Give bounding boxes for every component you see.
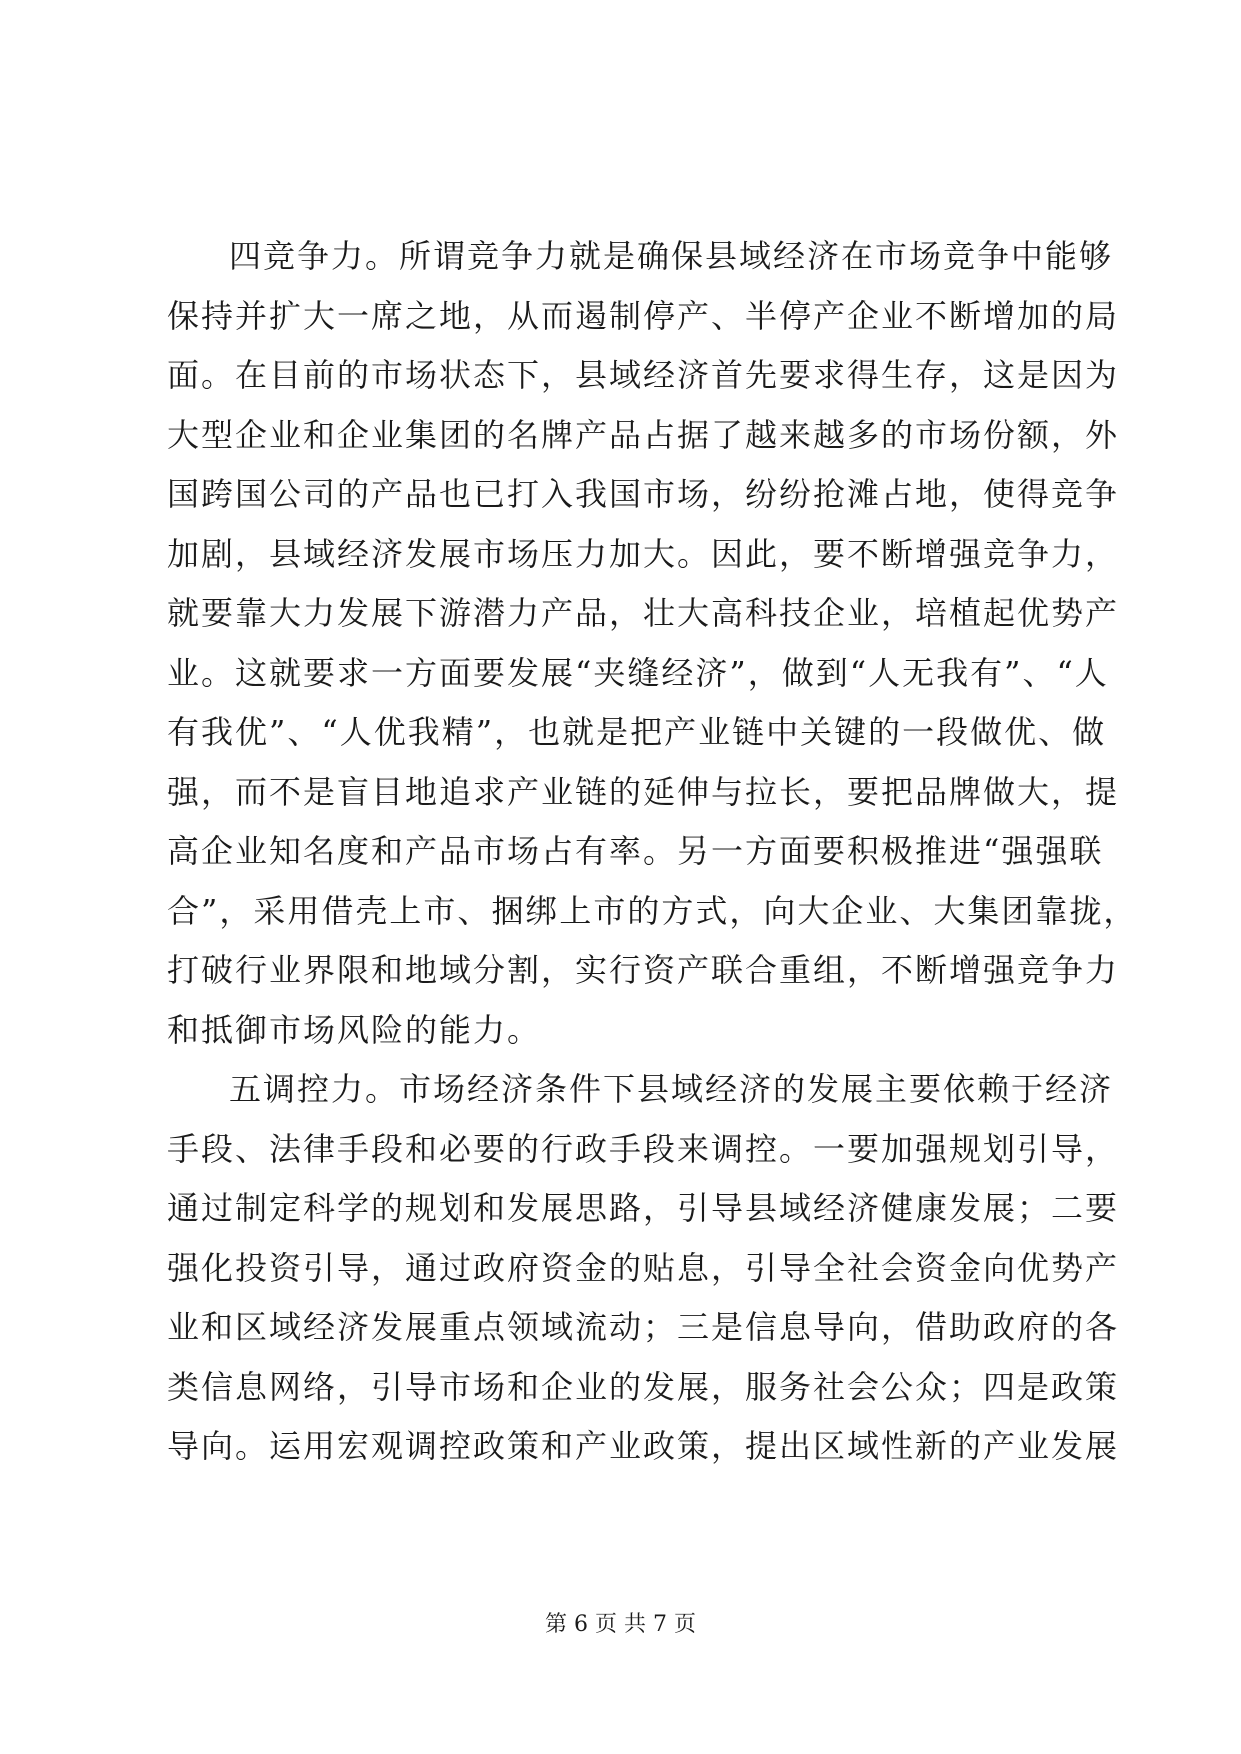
text-line: 强，而不是盲目地追求产业链的延伸与拉长，要把品牌做大，提 — [167, 772, 1120, 811]
text-line: 高企业知名度和产品市场占有率。另一方面要积极推进“强强联 — [167, 832, 1104, 870]
text-line: 导向。运用宏观调控政策和产业政策，提出区域性新的产业发展 — [167, 1427, 1120, 1465]
paragraph-competitiveness — [167, 227, 1138, 1060]
text-line: 保持并扩大一席之地，从而遏制停产、半停产企业不断增加的局 — [167, 296, 1120, 335]
paragraph-regulation — [167, 1060, 1120, 1477]
text-line: 和抵御市场风险的能力。 — [167, 1010, 542, 1049]
text-line: 业。这就要求一方面要发展“夹缝经济”，做到“人无我有”、“人 — [167, 653, 1109, 692]
text-line: 加剧，县域经济发展市场压力加大。因此，要不断增强竞争力， — [167, 534, 1120, 573]
text-line: 通过制定科学的规划和发展思路，引导县域经济健康发展；二要 — [167, 1189, 1120, 1227]
text-line: 面。在目前的市场状态下，县域经济首先要求得生存，这是因为 — [167, 356, 1120, 394]
text-line: 四竞争力。所谓竞争力就是确保县域经济在市场竞争中能够 — [229, 237, 1114, 275]
text-line: 有我优”、“人优我精”，也就是把产业链中关键的一段做优、做 — [167, 713, 1107, 751]
text-line: 国跨国公司的产品也已打入我国市场，纷纷抢滩占地，使得竞争 — [167, 475, 1120, 513]
text-line: 大型企业和企业集团的名牌产品占据了越来越多的市场份额，外 — [167, 415, 1120, 454]
text-line: 合”，采用借壳上市、捆绑上市的方式，向大企业、大集团靠拢， — [167, 891, 1138, 930]
text-line: 强化投资引导，通过政府资金的贴息，引导全社会资金向优势产 — [167, 1248, 1120, 1287]
text-line: 就要靠大力发展下游潜力产品，壮大高科技企业，培植起优势产 — [167, 594, 1120, 632]
text-line: 手段、法律手段和必要的行政手段来调控。一要加强规划引导， — [167, 1129, 1120, 1168]
text-line: 类信息网络，引导市场和企业的发展，服务社会公众；四是政策 — [167, 1367, 1120, 1406]
page-number-footer: 第 6 页 共 7 页 — [545, 1612, 696, 1637]
text-line: 业和区域经济发展重点领域流动；三是信息导向，借助政府的各 — [167, 1308, 1120, 1346]
text-line: 打破行业界限和地域分割，实行资产联合重组，不断增强竞争力 — [167, 951, 1120, 989]
text-line: 五调控力。市场经济条件下县域经济的发展主要依赖于经济 — [229, 1070, 1114, 1108]
body-text — [167, 227, 1138, 1477]
